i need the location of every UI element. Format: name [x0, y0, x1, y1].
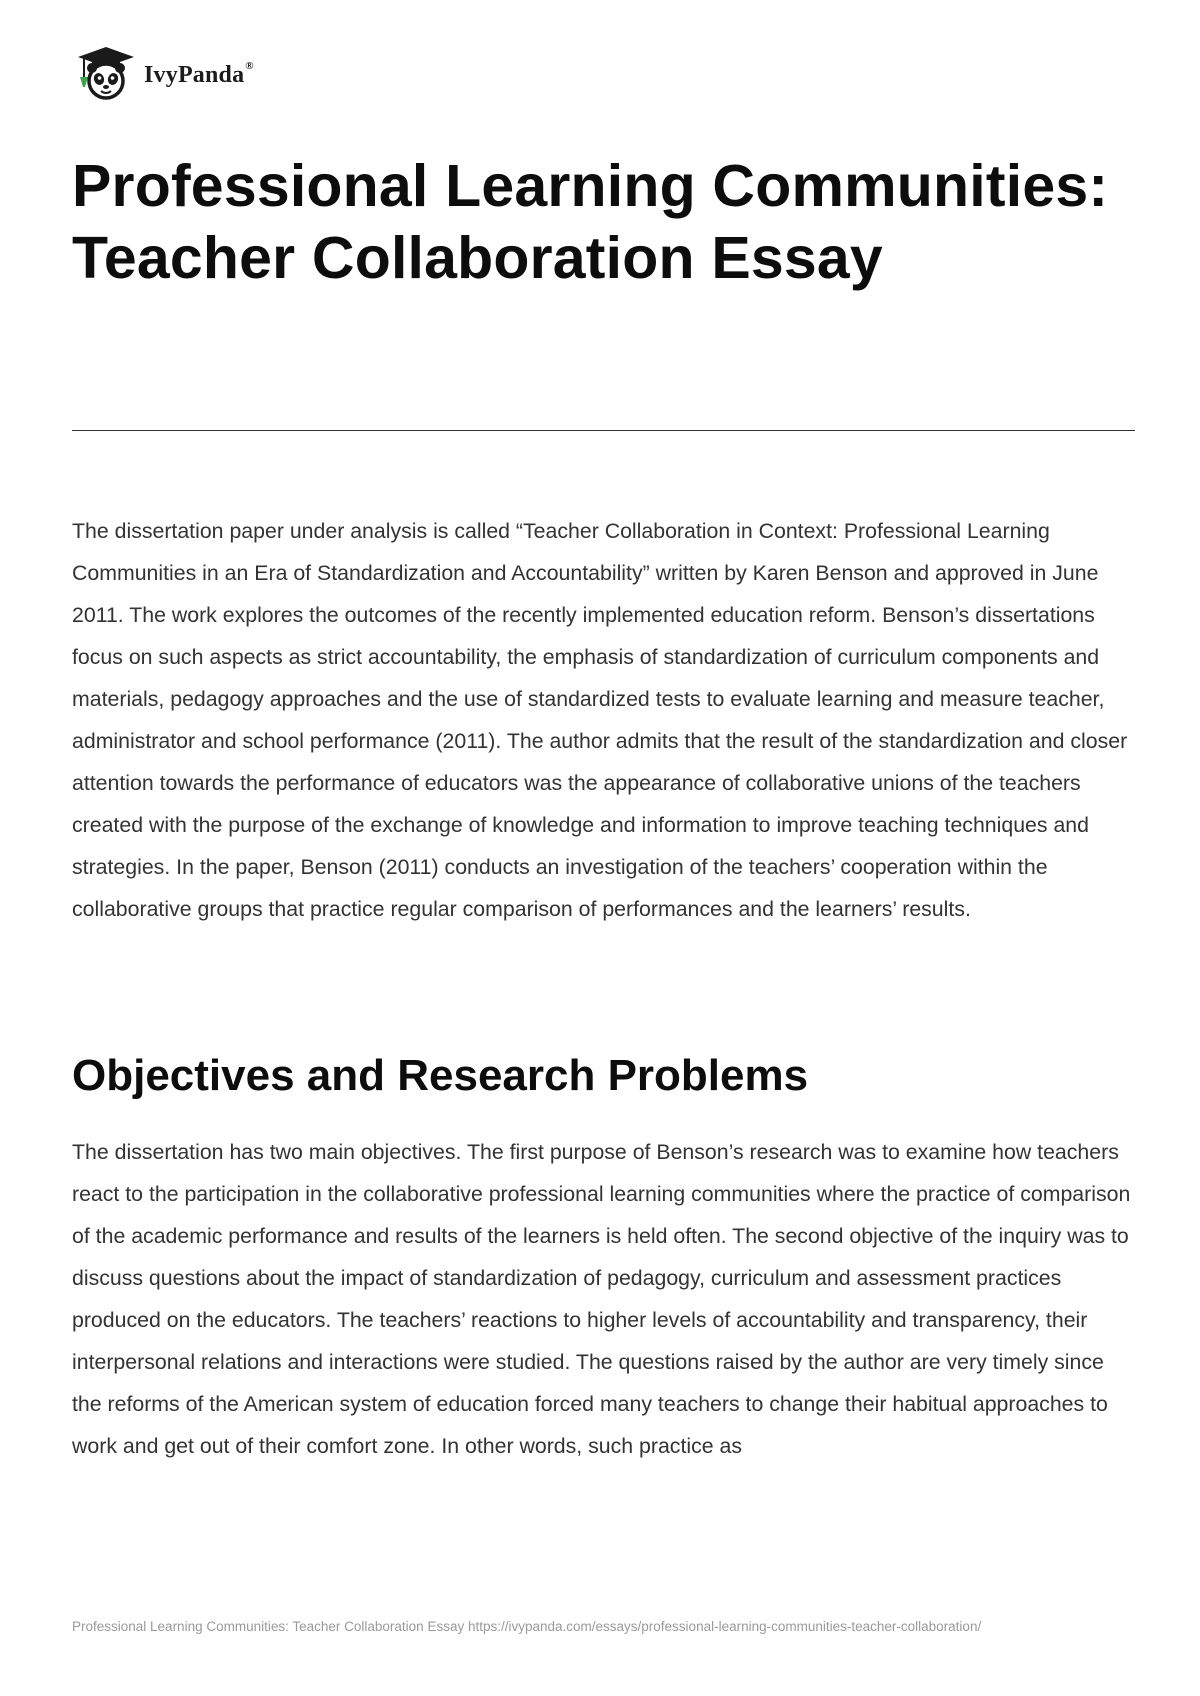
- intro-paragraph: The dissertation paper under analysis is called “Teacher Collaboration in Context: Professional Learning Communities in an Era of Standardization and Accountability” written by Karen Benson and approved in June 2011. The work explores the outcomes of the recently implemented education reform. Benson’s dissertations focus on such aspects as strict accountability, the emphasis of standardization of curriculum components and materials, pedagogy approaches and the use of standardized tests to evaluate learning and measure teacher, administrator and school performance (2011). The author admits that the result of the standardization and closer attention towards the performance of educators was the appearance of collaborative unions of the teachers created with the purpose of the exchange of knowledge and information to improve teaching techniques and strategies. In the paper, Benson (2011) conducts an investigation of the teachers’ cooperation within the collaborative groups that practice regular comparison of performances and the learners’ results.: [72, 519, 1128, 921]
- brand-logo[interactable]: [72, 44, 254, 102]
- title-divider: [72, 430, 1135, 431]
- section-heading-objectives: Objectives and Research Problems: [72, 1051, 809, 1100]
- brand-name: IvyPanda®: [144, 59, 254, 88]
- panda-graduation-cap-icon: [72, 43, 136, 103]
- objectives-paragraph: The dissertation has two main objectives. The first purpose of Benson’s research was to examine how teachers react to the participation in the collaborative professional learning communities where the practice of comparison of the academic performance and results of the learners is held often. The second objective of the inquiry was to discuss questions about the impact of standardization of pedagogy, curriculum and assessment practices produced on the educators. The teachers’ reactions to higher levels of accountability and transparency, their interpersonal relations and interactions were studied. The questions raised by the author are very timely since the reforms of the American system of education forced many teachers to change their habitual approaches to work and get out of their comfort zone. In other words, such practice as: [72, 1140, 1131, 1458]
- registered-mark: ®: [245, 59, 254, 72]
- page-title: Professional Learning Communities: Teacher Collaboration Essay: [72, 153, 1109, 291]
- page-footer: Professional Learning Communities: Teacher Collaboration Essay https://ivypanda.com/essays/professional-learning-communities-teacher-collaboration/: [72, 1619, 982, 1634]
